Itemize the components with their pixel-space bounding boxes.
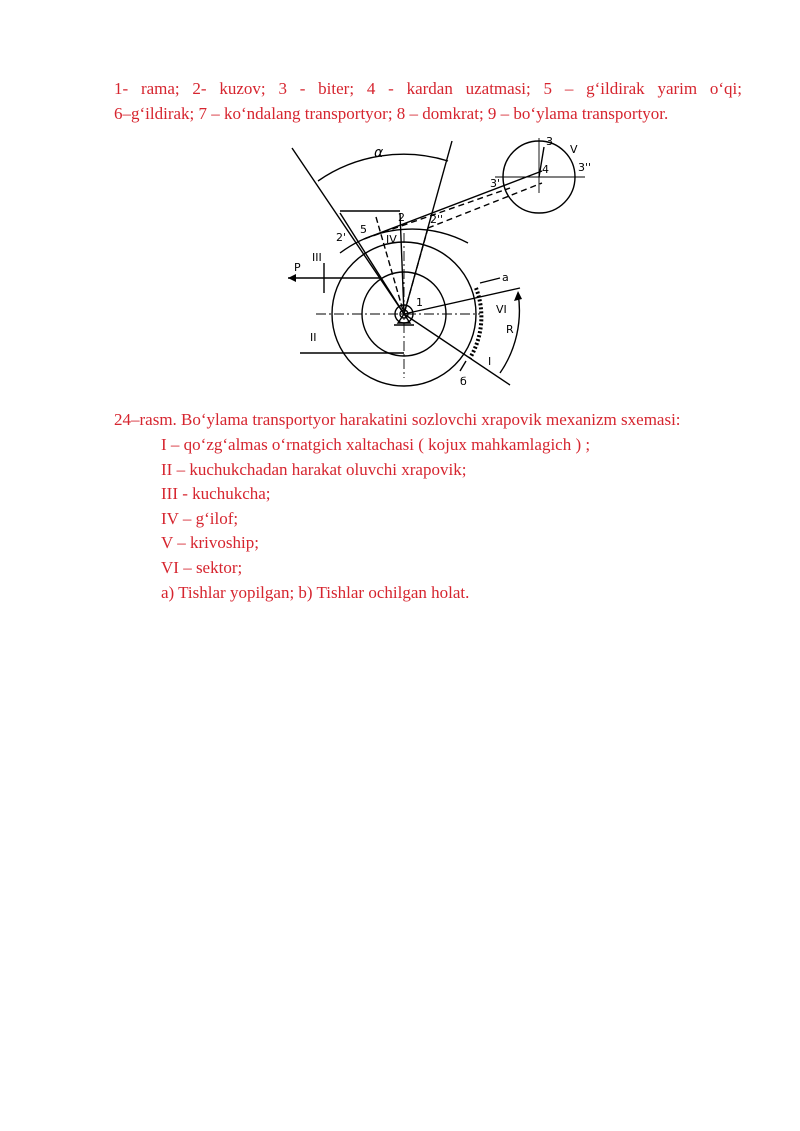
figure-legend [161,433,590,605]
label-roman-2: II [310,331,317,344]
legend-item-6: VI – sektor; [161,557,243,577]
legend-item-2: II – kuchukchadan harakat oluvchi xrapovik; [161,459,467,479]
legend-item-5: V – krivoship; [161,533,259,553]
component-list [114,76,742,126]
label-roman-1: I [488,355,492,368]
label-5: 5 [360,223,367,236]
ratchet-mechanism-diagram [280,133,600,393]
label-roman-6: VI [496,303,507,316]
component-list-line-1: 1- rama; 2- kuzov; 3 - biter; 4 - kardan uzatmasi; 5 – g‘ildirak yarim o‘qi; [114,79,742,98]
label-p: P [294,261,301,274]
label-3-double-prime: 3'' [578,161,592,174]
label-roman-4: IV [386,233,397,246]
label-r: R [506,323,514,336]
label-3: 3 [546,135,553,148]
legend-item-1: I – qo‘zg‘almas o‘rnatgich xaltachasi ( kojux mahkamlagich ) ; [161,435,591,454]
label-1: 1 [416,296,423,309]
label-3-prime: 3' [490,177,501,190]
label-2: 2 [398,211,405,224]
legend-item-4: IV – g‘ilof; [161,508,239,528]
legend-item-7: a) Tishlar yopilgan; b) Tishlar ochilgan holat. [161,582,470,602]
label-a: a [502,271,509,284]
label-2-double-prime: 2'' [430,213,444,226]
figure-caption: 24–rasm. Bo‘ylama transportyor harakatini sozlovchi xrapovik mexanizm sxemasi: [114,410,681,429]
label-b: б [460,375,467,388]
label-4: 4 [542,163,549,176]
label-roman-3: III [312,251,322,264]
label-2-prime: 2' [336,231,347,244]
legend-item-3: III - kuchukcha; [161,484,271,504]
label-roman-5: V [570,143,578,156]
label-alpha: α [374,145,384,161]
component-list-line-2: 6–g‘ildirak; 7 – ko‘ndalang transportyor; 8 – domkrat; 9 – bo‘ylama transportyor. [114,104,669,123]
